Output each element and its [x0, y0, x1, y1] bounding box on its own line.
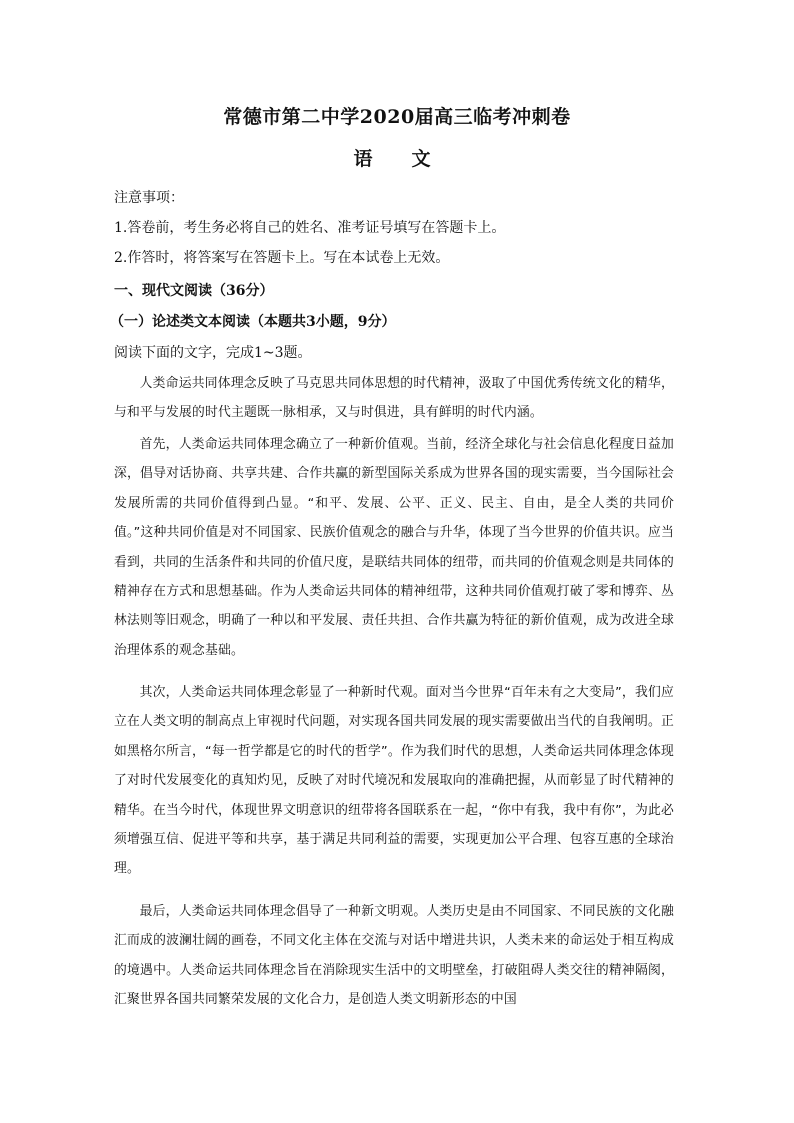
passage-paragraph-2: 首先，人类命运共同体理念确立了一种新价值观。当前，经济全球化与社会信息化程度日益加深，倡导对话协商、共享共建、合作共赢的新型国际关系成为世界各国的现实需要，当今国际社会发展所需的共同价值得到凸显。“和平、发展、公平、正义、民主、自由，是全人类的共同价值。”这种共同价值是对不同国家、民族价值观念的融合与升华，体现了当今世界的价值共识。应当看到，共同的生活条件和共同的价值尺度，是联结共同体的纽带，而共同的价值观念则是共同体的精神存在方式和思想基础。作为人类命运共同体的精神纽带，这种共同价值观打破了零和博弈、丛林法则等旧观念，明确了一种以和平发展、责任共担、合作共赢为特征的新价值观，成为改进全球治理体系的观念基础。: [114, 437, 674, 658]
section-subtitle: （一）论述类文本阅读（本题共3小题，9分）: [110, 314, 396, 330]
section-title: 一、现代文阅读（36分）: [114, 283, 274, 299]
passage-paragraph-4: 最后，人类命运共同体理念倡导了一种新文明观。人类历史是由不同国家、不同民族的文化融汇而成的波澜壮阔的画卷，不同文化主体在交流与对话中增进共识，人类未来的命运处于相互构成的境遇中。人类命运共同体理念旨在消除现实生活中的文明壁垒，打破阻碍人类交往的精神隔阂，汇聚世界各国共同繁荣发展的文化合力，是创造人类文明新形态的中国: [114, 904, 674, 1008]
reading-instruction: 阅读下面的文字，完成1~3题。: [114, 345, 312, 361]
passage-paragraph-3: 其次，人类命运共同体理念彰显了一种新时代观。面对当今世界“百年未有之大变局”，我们应立在人类文明的制高点上审视时代问题，对实现各国共同发展的现实需要做出当代的自我阐明。正如黑格尔所言，“每一哲学都是它的时代的哲学”。作为我们时代的思想，人类命运共同体理念体现了对时代发展变化的真知灼见，反映了对时代境况和发展取向的准确把握，从而彰显了时代精神的精华。在当今时代，体现世界文明意识的纽带将各国联系在一起，“你中有我，我中有你”，为此必须增强互信、促进平等和共享，基于满足共同利益的需要，实现更加公平合理、包容互惠的全球治理。: [114, 685, 674, 877]
exam-title: 常德市第二中学2020届高三临考冲刺卷: [223, 106, 571, 128]
notice-item-1: 1.答卷前，考生务必将自己的姓名、准考证号填写在答题卡上。: [114, 220, 506, 236]
passage-paragraph-1: 人类命运共同体理念反映了马克思共同体思想的时代精神，汲取了中国优秀传统文化的精华，与和平与发展的时代主题既一脉相承，又与时俱进，具有鲜明的时代内涵。: [114, 376, 674, 421]
subject-title: 语 文: [353, 148, 441, 170]
notice-heading: 注意事项：: [114, 190, 184, 206]
notice-item-2: 2.作答时，将答案写在答题卡上。写在本试卷上无效。: [114, 250, 450, 266]
